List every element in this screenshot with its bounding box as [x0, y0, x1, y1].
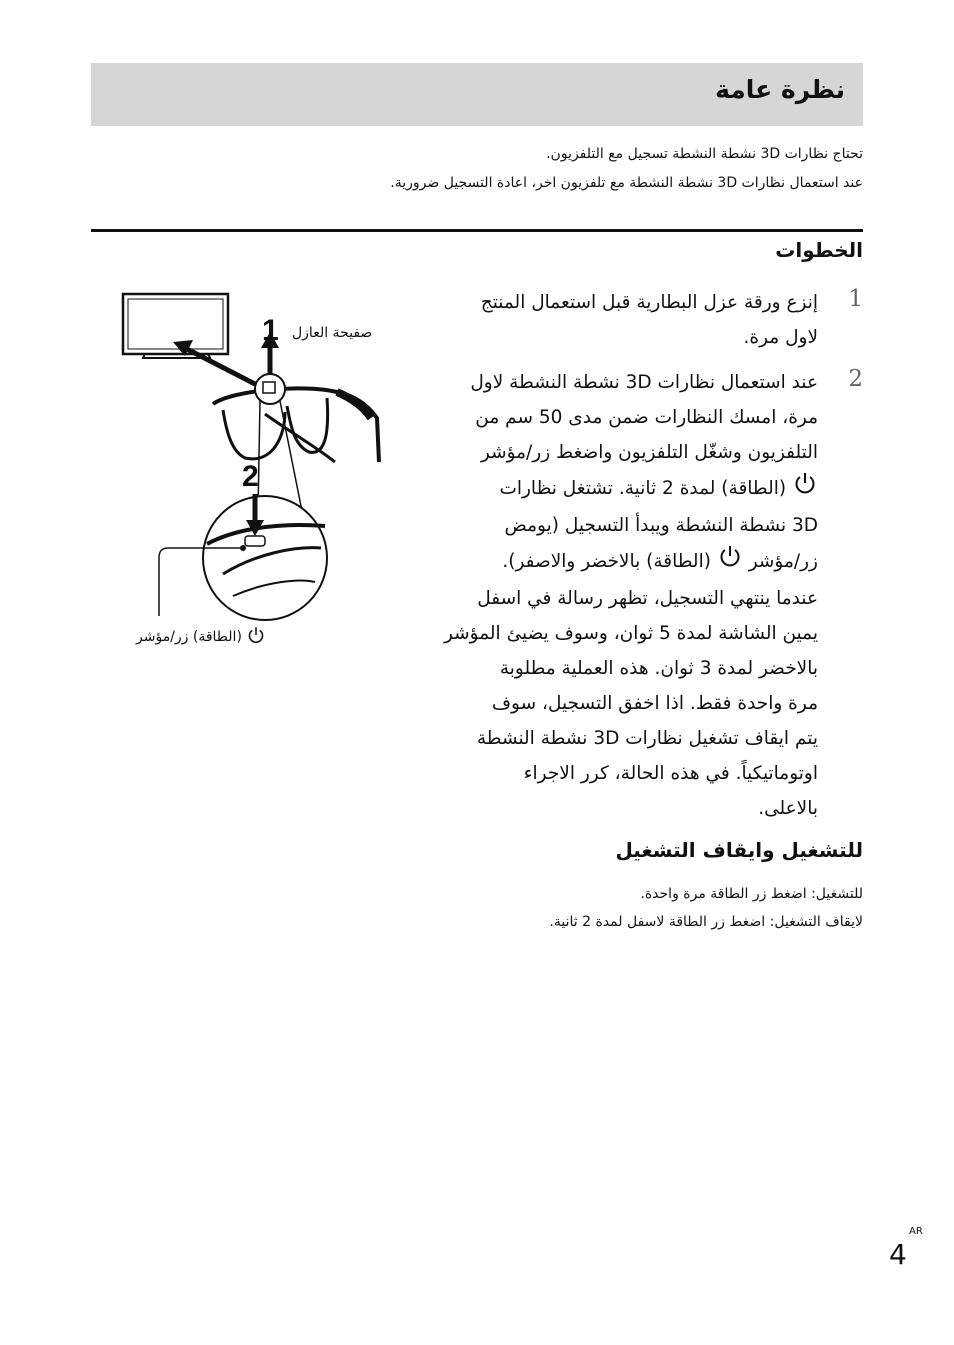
- tv-icon: [123, 294, 228, 358]
- label-power-button: [136, 625, 266, 649]
- step-2-line: [438, 543, 818, 581]
- step-1-line: إنزع ورقة عزل البطارية قبل استعمال المنتج: [480, 292, 818, 313]
- step-2-line: التلفزيون وشغّل التلفزيون واضغط زر/مؤشر: [480, 442, 818, 463]
- step-2-line: 3D نشطة النشطة ويبدأ التسجيل (يومض: [504, 515, 818, 536]
- illustration-svg: [115, 286, 415, 666]
- label-insulation-sheet: صفيحة العازل: [292, 325, 373, 341]
- glasses-icon: [213, 388, 379, 462]
- step-2-line: بالاعلى.: [758, 798, 818, 819]
- step-1-line: لاول مرة.: [743, 327, 818, 348]
- ops-list: [363, 880, 863, 936]
- ops-title: للتشغيل وايقاف التشغيل: [615, 838, 863, 862]
- marker-2: 2: [242, 460, 259, 493]
- sheet-icon: [263, 382, 275, 393]
- step-2-line: [438, 470, 818, 508]
- step-2-line: يتم ايقاف تشغيل نظارات 3D نشطة النشطة: [476, 728, 818, 749]
- power-icon: [246, 625, 266, 649]
- step-2-line-text: زر/مؤشر: [748, 551, 818, 572]
- step-2-line: اوتوماتيكياً. في هذه الحالة، كرر الاجراء: [523, 763, 818, 784]
- page-title: نظرة عامة: [715, 75, 845, 104]
- intro-line-2: عند استعمال نظارات 3D نشطة النشطة مع تلفزيون اخر، اعادة التسجيل ضرورية.: [390, 175, 863, 191]
- step-2-line: مرة، امسك النظارات ضمن مدى 50 سم من: [475, 407, 818, 428]
- steps-title: الخطوات: [775, 238, 863, 262]
- power-icon: [792, 470, 818, 508]
- callout-line-right: [280, 401, 302, 511]
- ops-off: لايقاف التشغيل: اضغط زر الطاقة لاسفل لمدة 2 ثانية.: [549, 914, 863, 930]
- step-1-text: [438, 285, 818, 355]
- intro-line-1: تحتاج نظارات 3D نشطة النشطة تسجيل مع التلفزيون.: [546, 146, 863, 162]
- step-2-line: بالاخضر لمدة 3 ثوان. هذه العملية مطلوبة: [499, 658, 818, 679]
- callout-line-left: [258, 401, 260, 511]
- power-icon: [717, 543, 743, 581]
- step-1-number: 1: [848, 286, 863, 312]
- step-2-line-text: (الطاقة) بالاخضر والاصفر).: [502, 551, 711, 572]
- step-2-line: عندما ينتهي التسجيل، تظهر رسالة في اسفل: [477, 588, 818, 609]
- step-2-line: يمين الشاشة لمدة 5 ثوان، وسوف يضيئ المؤشر: [443, 623, 818, 644]
- glasses-illustration: [115, 286, 415, 666]
- step-2-text: [438, 365, 818, 826]
- header-bar: [91, 63, 863, 126]
- step-2-number: 2: [848, 366, 863, 392]
- ops-on: للتشغيل: اضغط زر الطاقة مرة واحدة.: [640, 886, 863, 902]
- page-number: 4: [889, 1238, 907, 1271]
- section-divider: [91, 229, 863, 232]
- label-power-button-text: (الطاقة) زر/مؤشر: [136, 629, 242, 645]
- marker-1: 1: [262, 314, 279, 347]
- step-2-line: عند استعمال نظارات 3D نشطة النشطة لاول: [470, 372, 818, 393]
- step-2-line-text: (الطاقة) لمدة 2 ثانية. تشتغل نظارات: [499, 478, 787, 499]
- step-2-line: مرة واحدة فقط. اذا اخفق التسجيل، سوف: [491, 693, 818, 714]
- page-language: AR: [909, 1226, 923, 1237]
- zoom-circle-bottom: [203, 496, 327, 620]
